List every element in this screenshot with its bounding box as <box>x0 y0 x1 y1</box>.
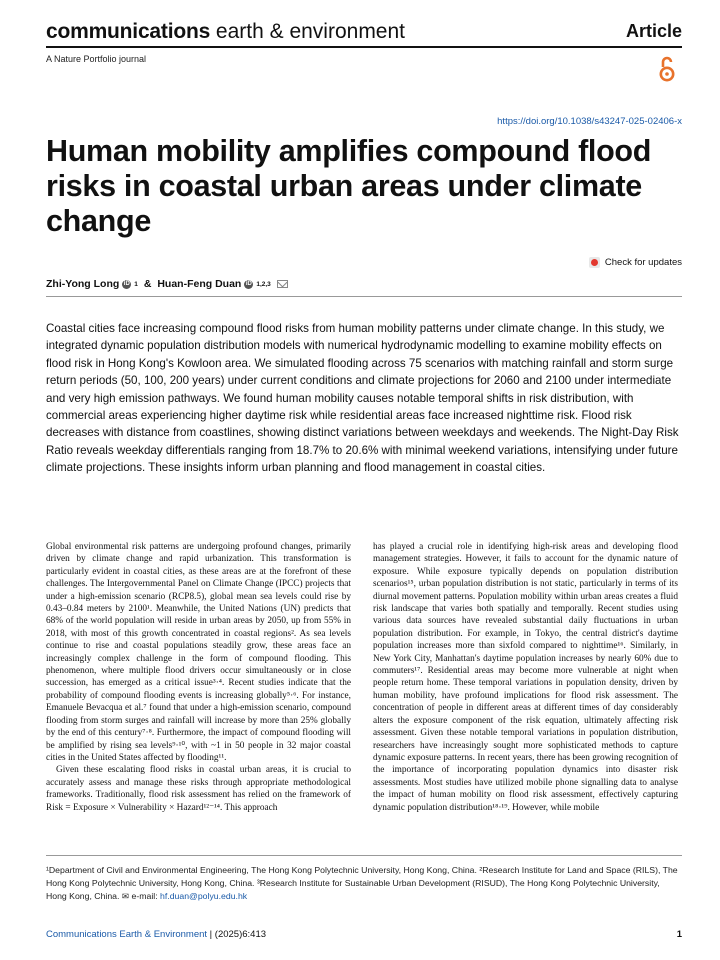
check-updates-label: Check for updates <box>604 257 682 268</box>
body-column-left <box>46 541 351 814</box>
orcid-icon[interactable]: iD <box>245 280 252 287</box>
body-paragraph: has played a crucial role in identifying high-risk areas and developing flood management strategies. However, it fails to account for the dynamic nature of exposure. While exposure typically depends on population distribution scenarios¹⁵, urban population distribution is not static, particularly in terms of its diurnal movement patterns. Population mobility within urban areas creates a fluid risk landscape that varies both spatially and temporally. Recent studies using various data sources have revealed substantial daily fluctuations in urban population distribution. For example, in Tokyo, the central district's daytime population increases more than sixfold compared to nighttime¹⁶. Similarly, in New York City, Manhattan's daytime population increases by nearly 60% due to commuters¹⁷. Residential areas may become more vulnerable at night when people return home. These temporal variations in population density, driven by human mobility, have profound implications for flood risk assessment. The concentration of people in different areas at different times of day considerably alters the exposure component of the risk equation, ultimately affecting risk assessment. Given these notable temporal variations in population distribution, researchers have increasingly sought more sophisticated methods to capture dynamic exposure patterns. In recent years, there has been growing recognition of the importance of incorporating population dynamics into disaster risk assessments. Most studies have utilized mobile phone signalling data to analyse the impact of human mobility on flood risk assessment, effectively capturing dynamic population distribution¹⁸·¹⁹. However, while mobile <box>373 542 678 813</box>
footer-journal-link[interactable]: Communications Earth & Environment <box>46 929 208 940</box>
footer-citation <box>46 929 266 940</box>
footer-citation-text: | (2025)6:413 <box>207 929 267 940</box>
page-number: 1 <box>676 929 682 940</box>
author-list <box>46 278 288 290</box>
article-title: Human mobility amplifies compound flood risks in coastal urban areas under climate change <box>46 134 652 238</box>
author-name[interactable]: Zhi-Yong Long <box>46 278 120 290</box>
author-name[interactable]: Huan-Feng Duan <box>157 278 242 290</box>
body-paragraph: Given these escalating flood risks in coastal urban areas, it is crucial to accurately assess and manage these risks through appropriate methodological frameworks. Traditionally, flood risk assessment has relied on the framework of Risk = Exposure × Vulnerability × Hazard¹²⁻¹⁴. This approach <box>46 765 351 813</box>
affiliations-text: ¹Department of Civil and Environmental Engineering, The Hong Kong Polytechnic University, Hong Kong, China. ²Research Institute for Land and Space (RILS), The Hong Kong Polytechnic University, Hong Kong, China. ³Research Institute for Sustainable Urban Development (RISUD), The Hong Kong Polytechnic University, Hong Kong, China. <box>46 865 678 901</box>
header-divider <box>46 46 682 48</box>
author-affiliation-marker: 1 <box>134 280 138 288</box>
publisher-line: A Nature Portfolio journal <box>46 54 147 64</box>
orcid-icon[interactable]: iD <box>123 280 130 287</box>
open-access-icon <box>658 55 676 83</box>
abstract: Coastal cities face increasing compound flood risks from human mobility patterns under climate change. In this study, we integrated dynamic population distribution models with numerical hydrodynamic modelling to examine mobility effects on flood risk in Hong Kong's Kowloon area. We simulated flooding across 75 scenarios with matching rainfall and storm surge return periods (50, 100, 200 years) under current conditions and climate projections for 2060 and 2100 under intermediate and very high emission pathways. We found human mobility causes notable temporal shifts in risk distribution, with commercial areas experiencing higher daytime risk while residential areas face increased nighttime risk. Flood risk decreases with distance from coastlines, showing distinct variations between weekdays and weekends. The Night-Day Risk Ratio reveals weekday differentials ranging from 18.7% to 20.6% with minimal weekend variations, intensifying under future climate projections. These insights inform urban planning and flood management in coastal cities. <box>46 322 679 475</box>
check-for-updates-button[interactable] <box>589 257 682 268</box>
check-updates-icon <box>589 257 600 268</box>
affiliations <box>46 864 682 903</box>
body-column-right <box>373 541 678 814</box>
journal-name-rest: earth & environment <box>210 20 405 43</box>
author-affiliation-marker: 1,2,3 <box>256 280 271 288</box>
email-marker-icon: ✉ <box>121 891 130 901</box>
author-divider <box>46 296 682 297</box>
body-paragraph: Global environmental risk patterns are undergoing profound changes, primarily driven by climate change and rapid urbanization. This transformation is particularly evident in coastal cities, as these areas are at the forefront of these challenges. The Intergovernmental Panel on Climate Change (IPCC) projects that under a high-emission scenario (RCP8.5), global mean sea levels could rise by 0.43–0.84 meters by 2100¹. Meanwhile, the United Nations (UN) predicts that 68% of the world population will reside in urban areas by 2050, up from 55% in 2018, with most of this growth concentrated in coastal regions². As sea levels continue to rise and coastal populations steadily grow, these areas face an increasingly complex challenge in the form of compound flooding. This phenomenon, where multiple flood drivers occur simultaneously or in close succession, has emerged as a critical issue³·⁴. Recent studies indicate that the probability of compound flooding events is increasing globally⁵·⁶. For instance, Emanuele Bevacqua et al.⁷ found that under a high-emission scenario, compound flooding from storm surges and rainfall will increase by more than 25% globally by the end of this century⁷·⁸. Furthermore, the impact of compound flooding will be amplified by rising sea levels⁹·¹⁰, with ~1 in 50 people in 32 major coastal cities in the United States affected by flooding¹¹. <box>46 542 351 763</box>
email-label: e-mail: <box>131 891 158 901</box>
corresponding-email-link[interactable]: hf.duan@polyu.edu.hk <box>160 891 248 901</box>
journal-name <box>46 20 405 44</box>
email-icon[interactable] <box>277 280 288 288</box>
article-type-label: Article <box>625 21 682 41</box>
affiliations-divider <box>46 855 682 856</box>
journal-name-bold: communications <box>46 20 211 43</box>
author-joiner: & <box>140 278 155 290</box>
doi-link[interactable]: https://doi.org/10.1038/s43247-025-02406-x <box>497 116 682 127</box>
